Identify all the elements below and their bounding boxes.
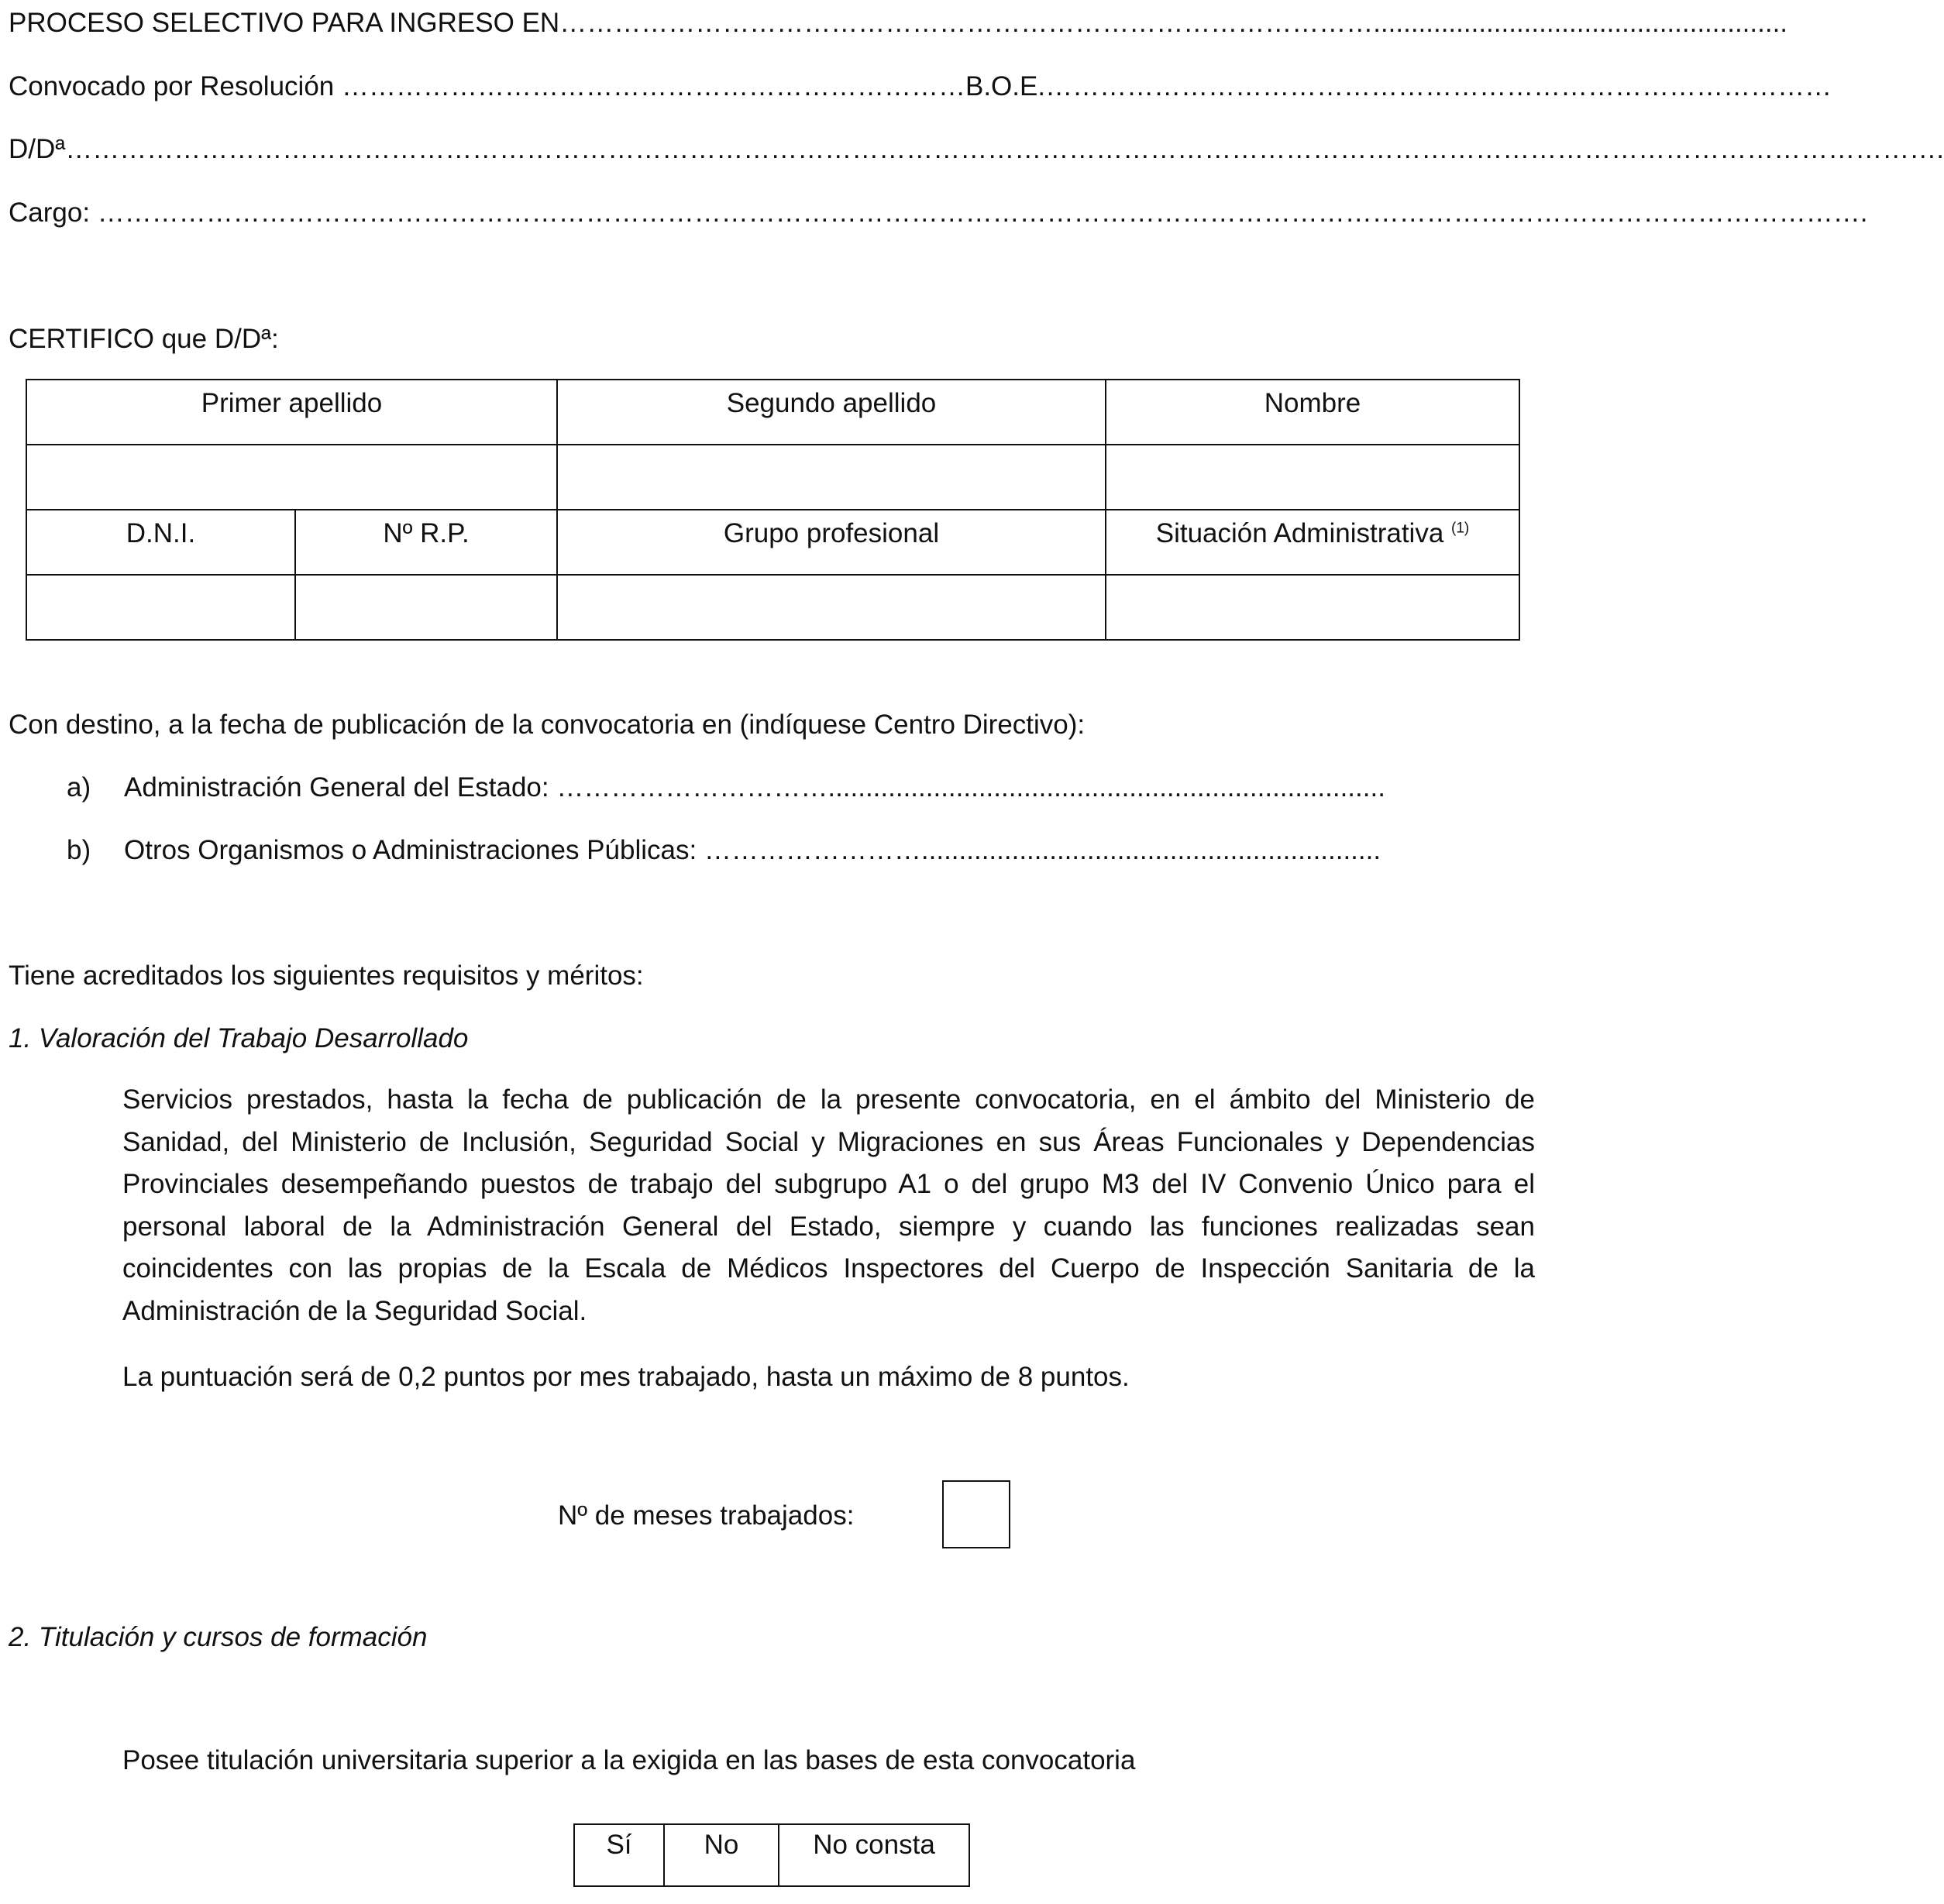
- destino-intro: Con destino, a la fecha de publicación de la convocatoria en (indíquese Centro Directivo):: [9, 710, 1086, 740]
- table-row: [26, 445, 1519, 510]
- list-item-letter-a: a): [67, 772, 91, 802]
- table-row: [574, 1824, 969, 1886]
- certifico-label: CERTIFICO que D/Dª:: [9, 324, 279, 354]
- situacion-administrativa-field[interactable]: [1106, 575, 1519, 640]
- dni-field[interactable]: [26, 575, 295, 640]
- dd-line: D/Dª……………………………………………………………………………………………………………………………………………………………………………………….: [9, 134, 1944, 164]
- meses-input-box[interactable]: [942, 1480, 1010, 1548]
- footnote-marker: (1): [1451, 520, 1470, 537]
- nrp-header: Nº R.P.: [295, 510, 557, 575]
- table-row: [26, 380, 1519, 445]
- situacion-administrativa-header: [1106, 510, 1519, 575]
- servicios-paragraph: Servicios prestados, hasta la fecha de publicación de la presente convocatoria, en el ámbito del Ministerio de Sanidad, del Ministerio de Inclusión, Seguridad Social y Migraciones en sus Áreas Funcionales y Dependencias Provinciales desempeñando puestos de trabajo del subgrupo A1 o del grupo M3 del IV Convenio Único para el personal laboral de la Administración General del Estado, siempre y cuando las funciones realizadas sean coincidentes con las propias de la Escala de Médicos Inspectores del Cuerpo de Inspección Sanitaria de la Administración de la Seguridad Social.: [122, 1084, 1535, 1326]
- meses-label: Nº de meses trabajados:: [558, 1500, 855, 1531]
- section-1-title: 1. Valoración del Trabajo Desarrollado: [9, 1023, 469, 1053]
- primer-apellido-header: Primer apellido: [26, 380, 557, 445]
- grupo-profesional-header: Grupo profesional: [557, 510, 1106, 575]
- option-no[interactable]: No: [664, 1824, 779, 1886]
- proceso-line: PROCESO SELECTIVO PARA INGRESO EN……………………………………………………………………………….......................................................: [9, 8, 1788, 38]
- section-2-title: 2. Titulación y cursos de formación: [9, 1622, 428, 1652]
- nombre-field[interactable]: [1106, 445, 1519, 510]
- cargo-line: Cargo: …………………………………………………………………………………………………………………………………………………………………………….: [9, 198, 1868, 228]
- option-no-consta[interactable]: No consta: [779, 1824, 969, 1886]
- convocado-line: Convocado por Resolución ……………………………………………………………B.O.E.……………………………………………………………………………: [9, 71, 1832, 101]
- dni-header: D.N.I.: [26, 510, 295, 575]
- primer-apellido-field[interactable]: [26, 445, 557, 510]
- identification-table: [26, 379, 1520, 641]
- grupo-profesional-field[interactable]: [557, 575, 1106, 640]
- table-row: [26, 575, 1519, 640]
- otros-organismos-line: Otros Organismos o Administraciones Públicas: …………………….............................................................: [124, 835, 1381, 865]
- puntuacion-text: La puntuación será de 0,2 puntos por mes trabajado, hasta un máximo de 8 puntos.: [122, 1362, 1130, 1392]
- segundo-apellido-field[interactable]: [557, 445, 1106, 510]
- option-si[interactable]: Sí: [574, 1824, 664, 1886]
- situacion-administrativa-label: Situación Administrativa: [1155, 518, 1444, 548]
- segundo-apellido-header: Segundo apellido: [557, 380, 1106, 445]
- list-item-letter-b: b): [67, 835, 91, 865]
- age-line: Administración General del Estado: …………………………..........................................................................: [124, 772, 1385, 802]
- nombre-header: Nombre: [1106, 380, 1519, 445]
- nrp-field[interactable]: [295, 575, 557, 640]
- titulacion-options-table: [573, 1823, 970, 1887]
- table-row: [26, 510, 1519, 575]
- requisitos-intro: Tiene acreditados los siguientes requisitos y méritos:: [9, 961, 644, 991]
- titulacion-text: Posee titulación universitaria superior a la exigida en las bases de esta convocatoria: [122, 1745, 1136, 1775]
